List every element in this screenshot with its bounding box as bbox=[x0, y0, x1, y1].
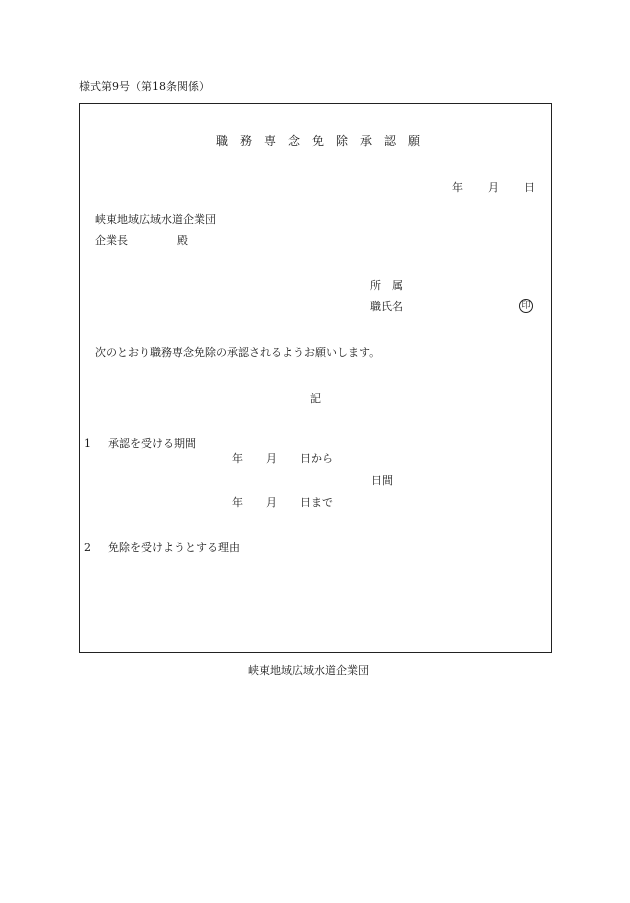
title-char: 免 bbox=[312, 134, 325, 148]
title-char: 念 bbox=[288, 134, 301, 148]
item-1-number: 1 bbox=[84, 437, 91, 450]
period-from-month: 月 bbox=[266, 452, 277, 465]
date-month: 月 bbox=[488, 181, 499, 194]
addressee-organization: 峡東地域広域水道企業団 bbox=[95, 213, 216, 226]
title-char: 認 bbox=[384, 134, 397, 148]
period-to-month: 月 bbox=[266, 496, 277, 509]
item-2-number: 2 bbox=[84, 541, 91, 554]
title-char: 専 bbox=[264, 134, 277, 148]
item-1-label: 承認を受ける期間 bbox=[108, 437, 196, 450]
ki-heading: 記 bbox=[310, 392, 321, 405]
item-2-label: 免除を受けようとする理由 bbox=[108, 541, 240, 554]
seal-mark: 印 bbox=[519, 299, 533, 313]
period-to-year: 年 bbox=[232, 496, 243, 509]
addressee-position: 企業長 bbox=[95, 234, 128, 247]
title-char: 務 bbox=[240, 134, 253, 148]
title-char: 除 bbox=[336, 134, 349, 148]
period-from-year: 年 bbox=[232, 452, 243, 465]
title-char: 承 bbox=[360, 134, 373, 148]
form-frame bbox=[79, 103, 552, 653]
date-day: 日 bbox=[524, 181, 535, 194]
period-from-day: 日から bbox=[300, 452, 333, 465]
name-label: 職氏名 bbox=[370, 300, 403, 313]
period-to-day: 日まで bbox=[300, 496, 333, 509]
date-year: 年 bbox=[452, 181, 463, 194]
footer-organization: 峡東地域広域水道企業団 bbox=[248, 664, 369, 677]
title-char: 職 bbox=[216, 134, 229, 148]
period-days: 日間 bbox=[371, 474, 393, 487]
form-number: 様式第9号（第18条関係） bbox=[79, 80, 210, 93]
title-char: 願 bbox=[408, 134, 421, 148]
addressee-honorific: 殿 bbox=[177, 234, 188, 247]
affiliation-label: 所 属 bbox=[370, 279, 403, 292]
request-text: 次のとおり職務専念免除の承認されるようお願いします。 bbox=[95, 346, 381, 359]
